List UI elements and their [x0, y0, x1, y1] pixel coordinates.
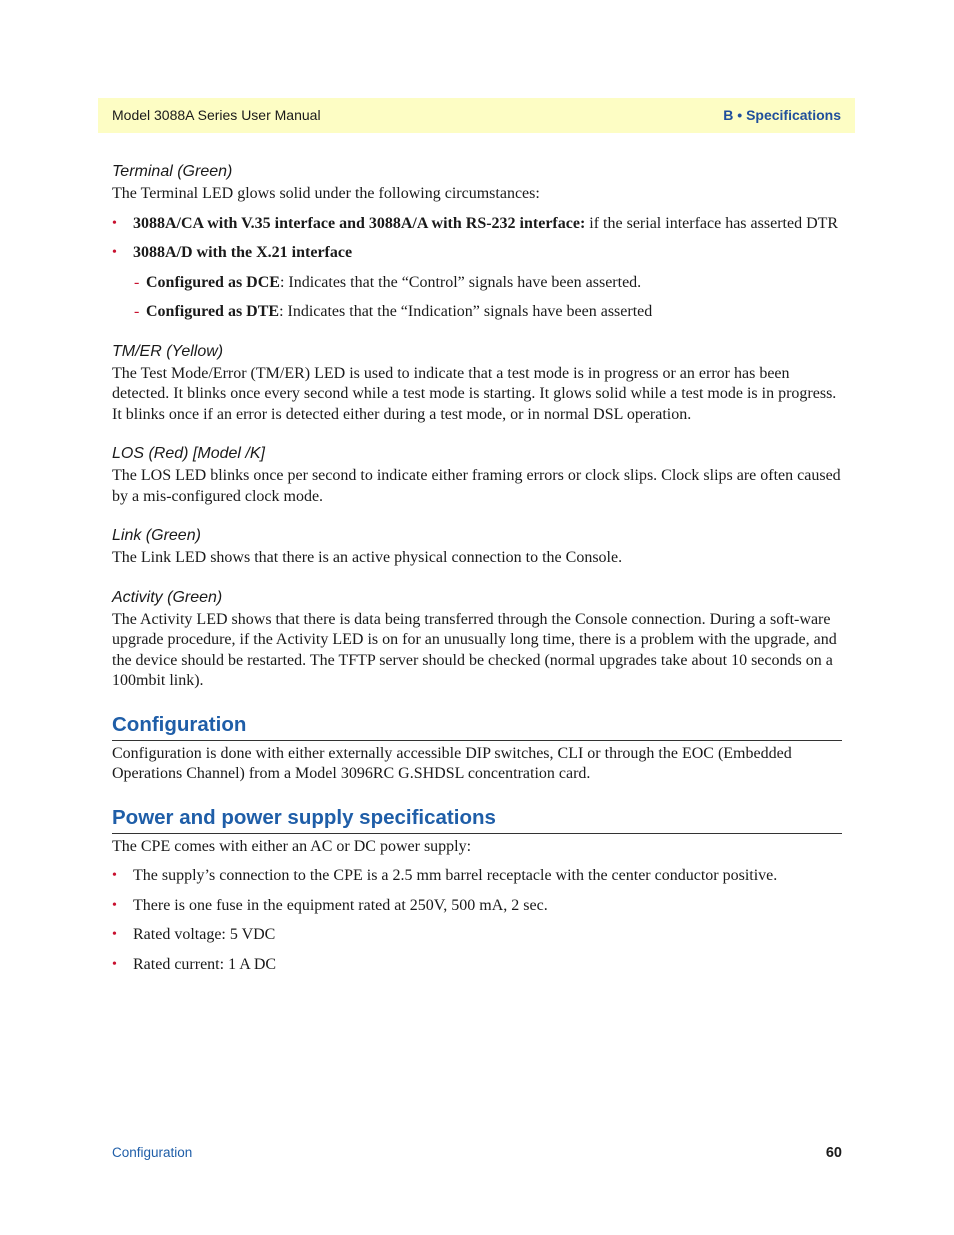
power-intro: The CPE comes with either an AC or DC power supply: [112, 837, 472, 855]
tmer-text: The Test Mode/Error (TM/ER) LED is used to indicate that a test mode is in progress or an error has been detected. It blinks once every second while a test mode is starting. It glows solid while a test mode is in progress. It blinks once if an error is detected either during a test mode, or in normal DSL operation. [112, 364, 837, 423]
header-manual-title: Model 3088A Series User Manual [112, 107, 321, 123]
power-bullet-3 [112, 925, 842, 946]
terminal-sub-bullet-dce [112, 273, 842, 294]
tmer-subhead: TM/ER (Yellow) [112, 342, 224, 360]
dash-icon: - [134, 303, 140, 320]
footer-page-number: 60 [825, 1145, 842, 1161]
power-bullet-1-text: The supply’s connection to the CPE is a 2.5 mm barrel receptacle with the center conductor positive. [133, 867, 778, 884]
terminal-sub-bullet-dte [112, 302, 842, 323]
power-bullet-4 [112, 955, 842, 976]
los-subhead: LOS (Red) [Model /K] [112, 445, 265, 462]
terminal-bullet-1-text: if the serial interface has asserted DTR [585, 214, 839, 232]
link-text: The Link LED shows that there is an active physical connection to the Console. [112, 549, 623, 566]
sub-bullet-dte-bold: Configured as DTE [146, 303, 280, 320]
power-bullet-2-text: There is one fuse in the equipment rated at 250V, 500 mA, 2 sec. [133, 896, 548, 914]
los-text: The LOS LED blinks once per second to indicate either framing errors or clock slips. Clock slips are often caused by a mis-configured clock mode. [112, 467, 841, 505]
terminal-subhead: Terminal (Green) [112, 163, 233, 180]
sub-bullet-dte-text: : Indicates that the “Indication” signals have been asserted [279, 303, 653, 320]
page-header [98, 98, 855, 133]
power-bullet-1 [112, 866, 842, 887]
power-bullet-2 [112, 896, 842, 917]
configuration-text: Configuration is done with either externally accessible DIP switches, CLI or through the EOC (Embedded Operations Channel) from a Model 3096RC G.SHDSL concentration card. [112, 744, 792, 782]
bullet-dot-icon: • [112, 897, 117, 913]
header-section-label: B • Specifications [723, 107, 841, 123]
bullet-dot-icon: • [112, 868, 117, 883]
bullet-dot-icon: • [112, 956, 117, 972]
activity-subhead: Activity (Green) [112, 588, 223, 606]
activity-text: The Activity LED shows that there is data being transferred through the Console connection. During a soft-ware upgrade procedure, if the Activity LED is on for an unusually long time, there is a problem with the upgrade, and the device should be restarted. The TFTP server should be checked (normal upgrades take about 10 seconds on a 100mbit link). [112, 610, 837, 689]
bullet-dot-icon: • [112, 927, 117, 942]
terminal-intro: The Terminal LED glows solid under the following circumstances: [112, 185, 540, 202]
configuration-heading: Configuration [112, 711, 842, 741]
sub-bullet-dce-bold: Configured as DCE [146, 273, 280, 291]
footer-section-link: Configuration [112, 1145, 193, 1160]
terminal-bullet-1-bold: 3088A/CA with V.35 interface and 3088A/A with RS-232 interface: [133, 214, 586, 232]
bullet-dot-icon: • [112, 245, 117, 260]
power-bullet-4-text: Rated current: 1 A DC [133, 955, 277, 973]
page-content [112, 160, 842, 975]
terminal-bullet-2-bold: 3088A/D with the X.21 interface [133, 244, 353, 261]
link-subhead: Link (Green) [112, 527, 201, 544]
bullet-dot-icon: • [112, 215, 117, 231]
sub-bullet-dce-text: : Indicates that the “Control” signals have been asserted. [279, 273, 642, 291]
dash-icon: - [134, 273, 140, 291]
terminal-bullet-2 [112, 243, 842, 264]
power-bullet-3-text: Rated voltage: 5 VDC [133, 926, 276, 943]
terminal-bullet-1 [112, 214, 842, 235]
power-heading: Power and power supply specifications [112, 804, 842, 834]
